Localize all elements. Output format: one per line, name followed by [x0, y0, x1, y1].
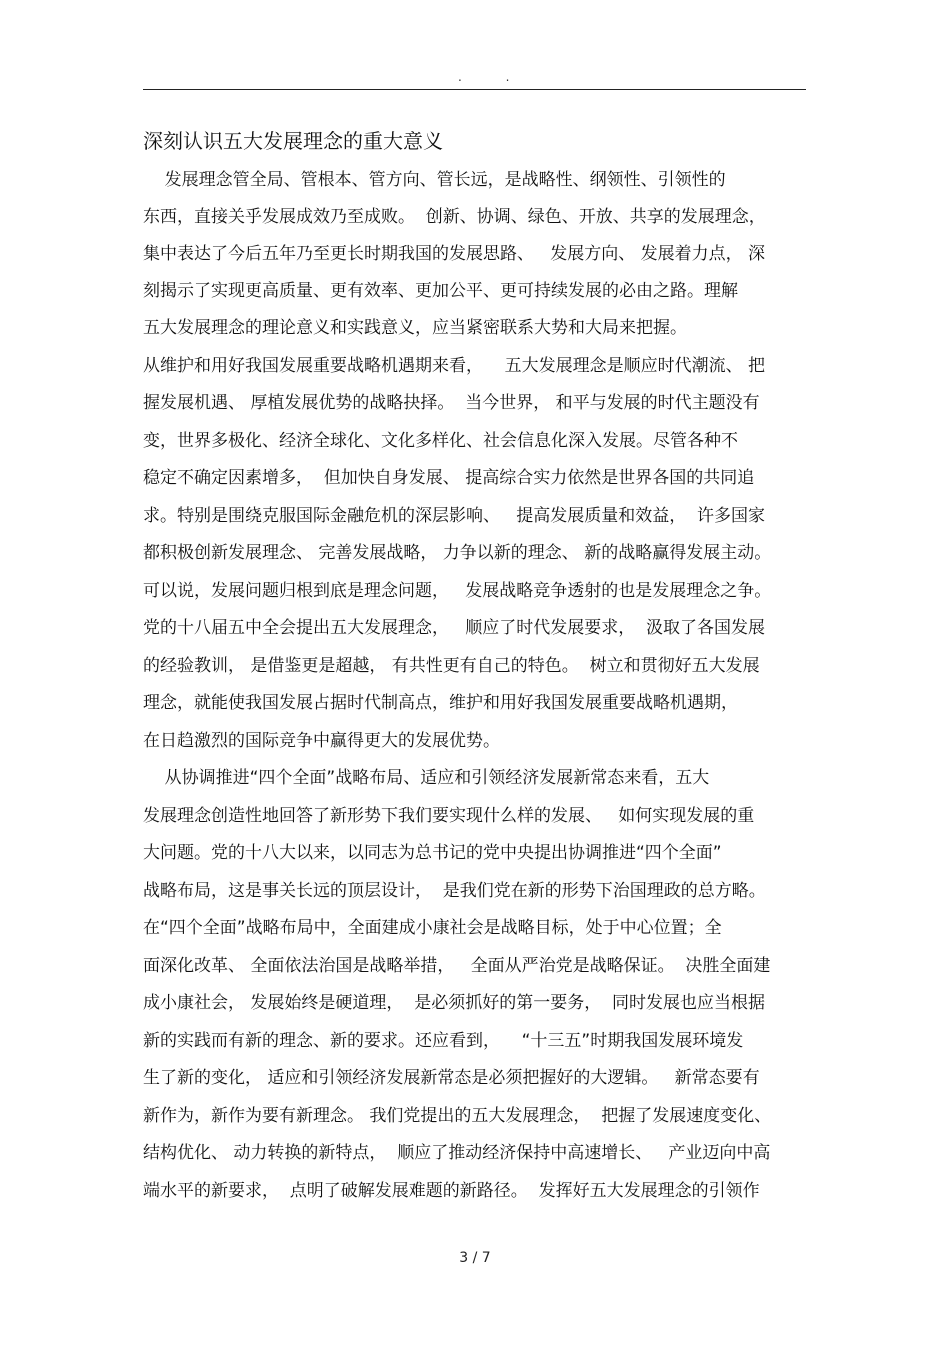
body-line: 刻揭示了实现更高质量、更有效率、更加公平、更可持续发展的必由之路。理解 [143, 281, 738, 301]
body-line: 稳定不确定因素增多， 但加快自身发展、 提高综合实力依然是世界各国的共同追 [143, 468, 755, 488]
body-line: 新的实践而有新的理念、新的要求。还应看到， “十三五”时期我国发展环境发 [143, 1031, 744, 1051]
body-line: 党的十八届五中全会提出五大发展理念， 顺应了时代发展要求， 汲取了各国发展 [143, 618, 766, 638]
body-line: 从维护和用好我国发展重要战略机遇期来看， 五大发展理念是顺应时代潮流、 把 [143, 356, 766, 376]
body-line: 可以说，发展问题归根到底是理念问题， 发展战略竞争透射的也是发展理念之争。 [143, 581, 772, 601]
body-line: 面深化改革、 全面依法治国是战略举措， 全面从严治党是战略保证。 决胜全面建 [143, 956, 771, 976]
body-line: 握发展机遇、 厚植发展优势的战略抉择。 当今世界， 和平与发展的时代主题没有 [143, 393, 760, 413]
page-number: 3 / 7 [459, 1250, 491, 1266]
document-title: 深刻认识五大发展理念的重大意义 [143, 129, 443, 153]
body-line: 生了新的变化， 适应和引领经济发展新常态是必须把握好的大逻辑。 新常态要有 [143, 1068, 760, 1088]
body-line: 发展理念创造性地回答了新形势下我们要实现什么样的发展、 如何实现发展的重 [143, 806, 755, 826]
header-marks: . . [458, 70, 530, 84]
body-line: 在日趋激烈的国际竞争中赢得更大的发展优势。 [143, 731, 500, 751]
body-line: 在“四个全面”战略布局中，全面建成小康社会是战略目标，处于中心位置；全 [143, 918, 722, 938]
body-line: 成小康社会， 发展始终是硬道理， 是必须抓好的第一要务， 同时发展也应当根据 [143, 993, 766, 1013]
body-line: 变，世界多极化、经济全球化、文化多样化、社会信息化深入发展。尽管各种不 [143, 431, 738, 451]
body-line: 战略布局，这是事关长远的顶层设计， 是我们党在新的形势下治国理政的总方略。 [143, 881, 766, 901]
body-line: 结构优化、 动力转换的新特点， 顺应了推动经济保持中高速增长、 产业迈向中高 [143, 1143, 771, 1163]
body-line: 从协调推进“四个全面”战略布局、适应和引领经济发展新常态来看，五大 [143, 768, 710, 788]
header-rule [143, 89, 806, 90]
body-line: 求。特别是围绕克服国际金融危机的深层影响、 提高发展质量和效益， 许多国家 [143, 506, 766, 526]
body-line: 集中表达了今后五年乃至更长时期我国的发展思路、 发展方向、 发展着力点， 深 [143, 244, 766, 264]
body-line: 的经验教训， 是借鉴更是超越， 有共性更有自己的特色。 树立和贯彻好五大发展 [143, 656, 760, 676]
body-line: 都积极创新发展理念、 完善发展战略， 力争以新的理念、 新的战略赢得发展主动。 [143, 543, 772, 563]
body-line: 五大发展理念的理论意义和实践意义，应当紧密联系大势和大局来把握。 [143, 318, 687, 338]
body-line: 大问题。党的十八大以来，以同志为总书记的党中央提出协调推进“四个全面” [143, 843, 722, 863]
body-line: 东西，直接关乎发展成效乃至成败。 创新、协调、绿色、开放、共享的发展理念， [143, 207, 766, 227]
body-line: 理念，就能使我国发展占据时代制高点，维护和用好我国发展重要战略机遇期， [143, 693, 738, 713]
body-line: 发展理念管全局、管根本、管方向、管长远，是战略性、纲领性、引领性的 [143, 170, 726, 190]
body-line: 新作为，新作为要有新理念。 我们党提出的五大发展理念， 把握了发展速度变化、 [143, 1106, 772, 1126]
body-line: 端水平的新要求， 点明了破解发展难题的新路径。 发挥好五大发展理念的引领作 [143, 1181, 760, 1201]
